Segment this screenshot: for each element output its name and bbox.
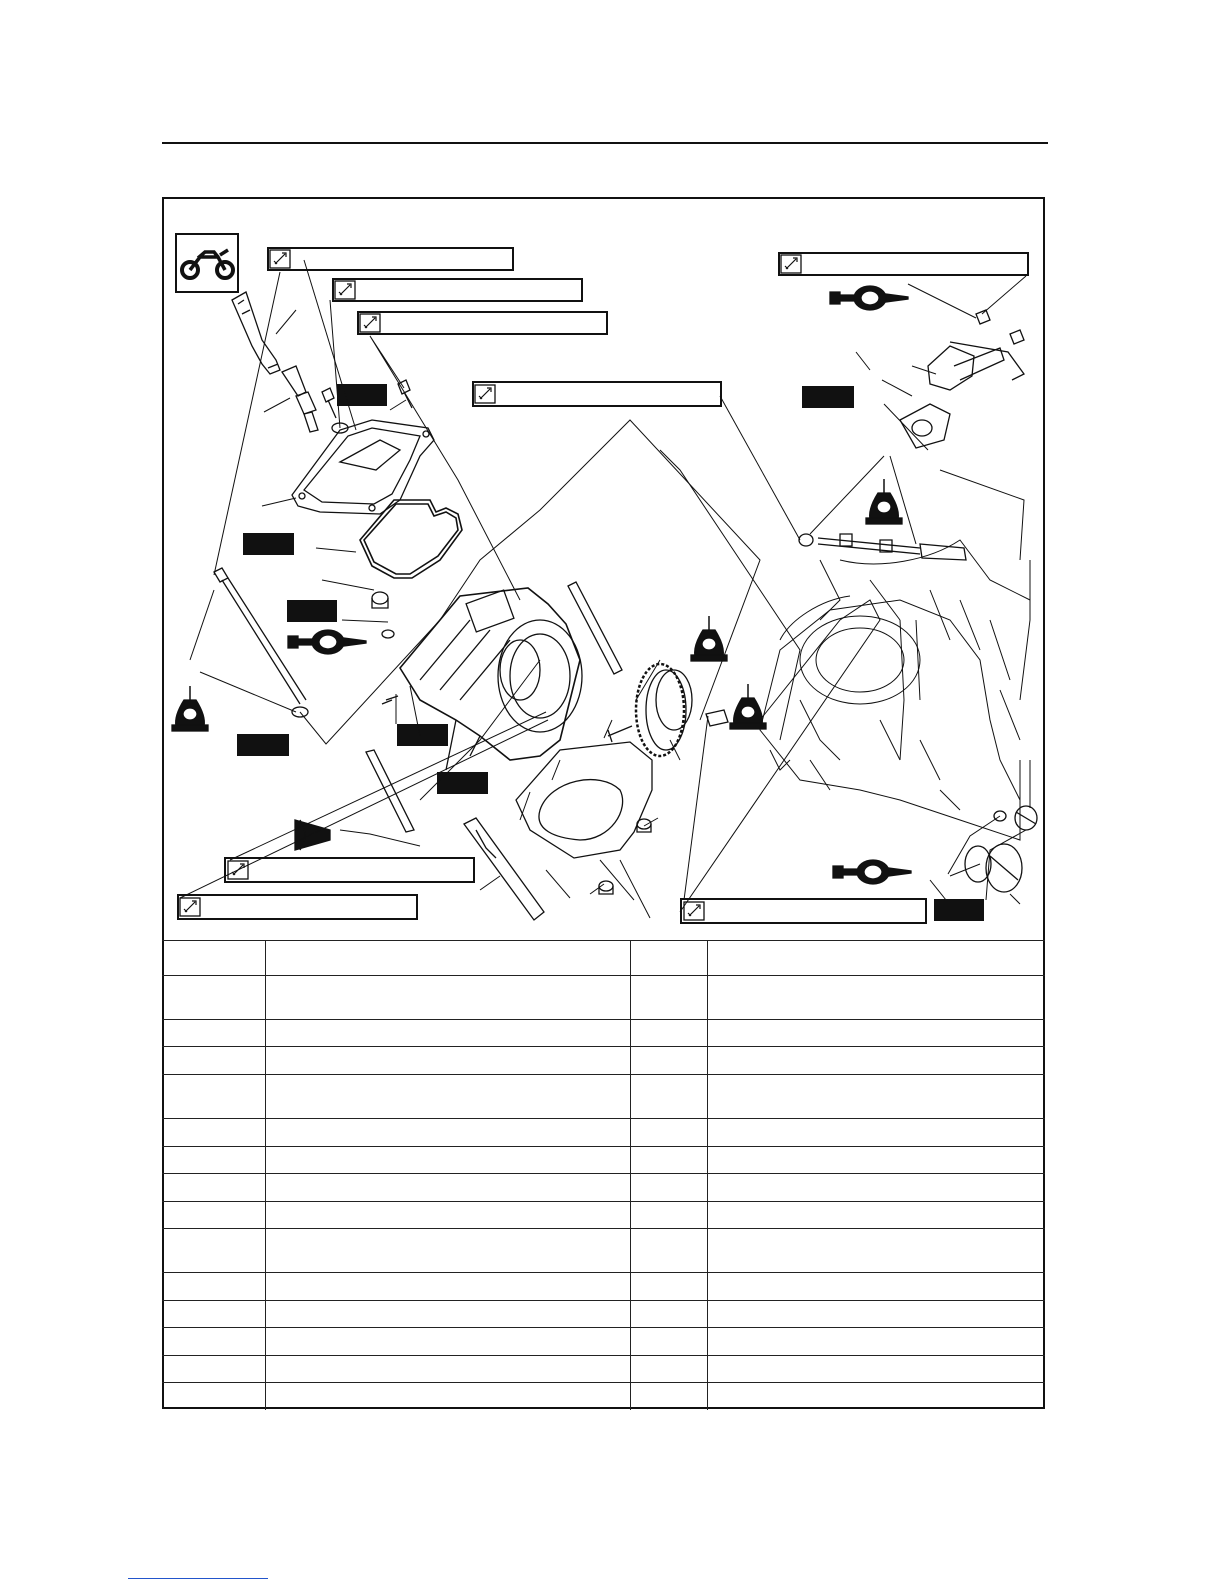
table-row: [162, 1020, 1045, 1047]
torque-callout-5: [779, 253, 1028, 275]
cylinder-head-gasket: [516, 742, 652, 858]
table-row: [162, 976, 1045, 1020]
oil-can-icon: [730, 684, 766, 729]
studs: [366, 582, 622, 832]
torque-callout-7: [178, 895, 417, 919]
new-part-label: [802, 386, 854, 408]
new-part-label: [287, 600, 337, 622]
table-row: [162, 1119, 1045, 1147]
table-row: [162, 1229, 1045, 1273]
timing-chain-guide: [464, 818, 544, 920]
table-row: [162, 1356, 1045, 1383]
table-row: [162, 1328, 1045, 1356]
oil-can-icon: [691, 616, 727, 661]
motorcycle-icon: [176, 234, 238, 292]
table-row: [162, 1047, 1045, 1075]
col-header: [707, 941, 1045, 976]
torque-callout-1: [268, 248, 513, 270]
oil-can-icon: [172, 686, 208, 731]
oil-can-icon: [866, 479, 902, 524]
engine-crankcase: [760, 540, 1030, 840]
col-header: [162, 941, 265, 976]
leader-lines: [180, 260, 1030, 918]
crankcase-plugs: [965, 806, 1037, 892]
grease-gun-icon: [833, 860, 911, 884]
torque-callout-8: [681, 899, 926, 923]
parts-list-table: [162, 940, 1045, 1410]
table-row: [162, 1383, 1045, 1410]
new-part-label: [397, 724, 448, 746]
table-row: [162, 1147, 1045, 1174]
new-part-label: [243, 533, 294, 555]
table-row: [162, 1301, 1045, 1328]
col-header: [265, 941, 630, 976]
grease-gun-icon: [830, 286, 908, 310]
torque-callout-2: [333, 279, 582, 301]
grease-gun-icon: [288, 630, 366, 654]
torque-callout-4: [473, 382, 721, 406]
table-header-row: [162, 941, 1045, 976]
new-part-label: [934, 899, 984, 921]
timing-chain-tensioner: [900, 310, 1024, 448]
table-row: [162, 1174, 1045, 1202]
torque-callout-6: [225, 858, 474, 882]
footer-link[interactable]: [128, 1578, 268, 1579]
table-row: [162, 1273, 1045, 1301]
col-header: [630, 941, 707, 976]
torque-callout-3: [358, 312, 607, 334]
new-part-label: [237, 734, 289, 756]
table-row: [162, 1202, 1045, 1229]
valve-cover-gasket: [360, 500, 462, 578]
grease-gun-icon: [295, 820, 330, 850]
table-row: [162, 1075, 1045, 1119]
new-part-label: [337, 384, 387, 406]
tensioner-bolt: [799, 534, 966, 560]
